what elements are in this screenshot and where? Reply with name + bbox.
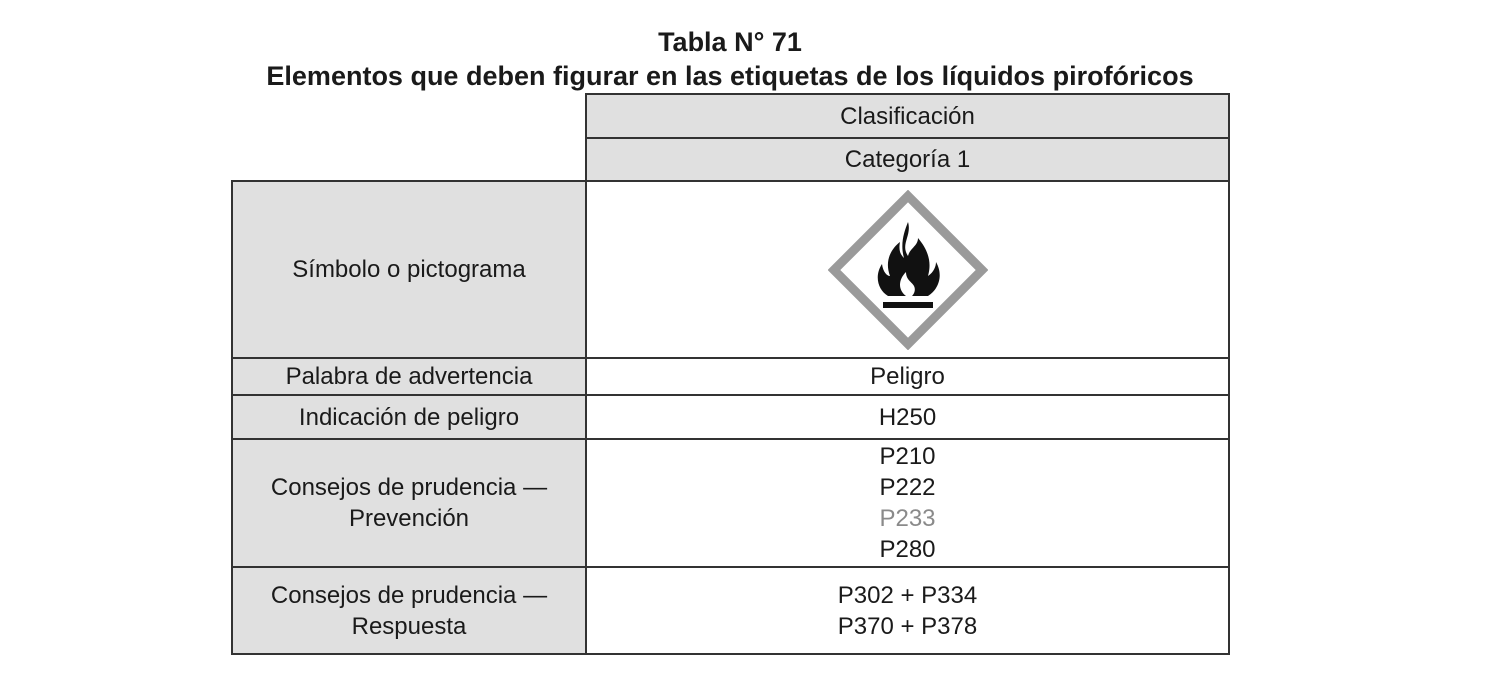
hazard-value: H250	[878, 403, 937, 431]
signal-word-label-cell	[231, 357, 587, 396]
symbol-value-cell	[585, 180, 1230, 359]
header-classification	[585, 93, 1230, 139]
prevention-code: P280	[879, 536, 936, 563]
response-value-cell	[585, 566, 1230, 655]
symbol-label-cell	[231, 180, 587, 359]
header-category	[585, 137, 1230, 182]
hazard-value-cell	[585, 394, 1230, 440]
table-number: Tabla N° 71	[658, 27, 802, 57]
hazard-label: Indicación de peligro	[298, 403, 520, 431]
response-label-line2: Respuesta	[351, 612, 467, 640]
response-code: P370 + P378	[837, 612, 978, 640]
symbol-label: Símbolo o pictograma	[292, 256, 526, 283]
prevention-code: P210	[879, 443, 936, 470]
hazard-label-cell	[231, 394, 587, 440]
flame-pictogram-icon	[828, 190, 988, 350]
prevention-code: P233	[879, 505, 936, 532]
response-code: P302 + P334	[837, 581, 978, 609]
header-category-text: Categoría 1	[844, 146, 971, 173]
response-label-cell	[231, 566, 587, 655]
prevention-label-line2: Prevención	[348, 505, 470, 532]
prevention-code: P222	[879, 474, 936, 501]
signal-word-value: Peligro	[870, 363, 945, 390]
prevention-label-line1: Consejos de prudencia —	[270, 474, 548, 501]
signal-word-label: Palabra de advertencia	[285, 363, 533, 390]
header-classification-text: Clasificación	[840, 102, 975, 130]
prevention-value-cell	[585, 438, 1230, 568]
table-title: Elementos que deben figurar en las etiquetas de los líquidos pirofóricos	[266, 61, 1194, 91]
response-label-line1: Consejos de prudencia —	[270, 581, 548, 609]
prevention-label-cell	[231, 438, 587, 568]
signal-word-value-cell	[585, 357, 1230, 396]
